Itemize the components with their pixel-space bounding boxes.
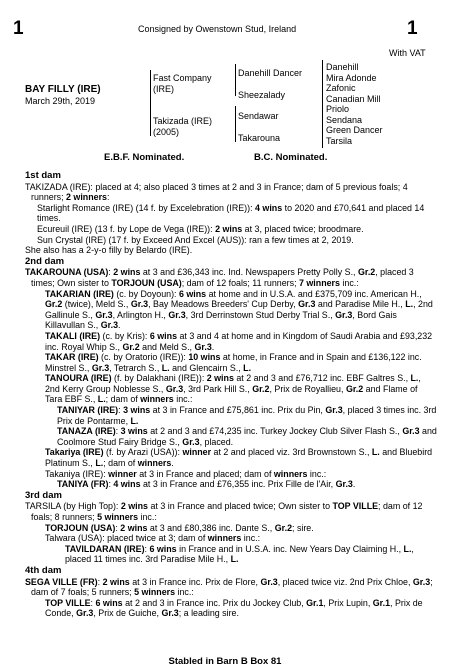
grand-produce-entry: TANIYAR (IRE): 3 wins at 3 in France and £75,861 inc. Prix du Pin, Gr.3, placed 3 times inc. 3rd Prix de Pontarme, L. [57,405,437,426]
dam-dam: Takarouna [238,133,281,143]
pedigree-bracket-3 [322,60,323,148]
grand-produce-entry: TANAZA (IRE): 3 wins at 2 and 3 and £74,235 inc. Turkey Jockey Club Silver Flash S., Gr.3 and Coolmore Stud Fairy Bridge S., Gr.3, placed. [57,426,437,447]
produce-entry: Takariya (IRE) (f. by Arazi (USA)): winner at 2 and placed viz. 3rd Brownstown S., L. and Bluebird Platinum S., L.; dam of winners. [45,447,433,469]
catalogue-page-body [25,170,437,619]
dam-entry: TARSILA (by High Top): 2 wins at 3 in France and placed twice; Own sister to TOP VILLE; dam of 12 foals; 8 runners; 5 winners inc.: [25,501,423,522]
produce-entry: Sun Crystal (IRE) (17 f. by Exceed And Excel (AUS)): ran a few times at 2, 2019. [37,234,354,245]
foaling-date: March 29th, 2019 [25,96,96,106]
section-heading-2nd-dam: 2nd dam [25,255,65,267]
produce-entry: TAKAR (IRE) (c. by Oratorio (IRE)): 10 wins at home, in France and in Spain and £136,122 inc. Minstrel S., Gr.3, Tetrarch S., L. and Glencairn S., L. [45,352,422,373]
section-heading-3rd-dam: 3rd dam [25,489,62,501]
produce-entry: She also has a 2-y-o filly by Belardo (IRE). [25,245,193,256]
lot-number-right: 1 [407,18,418,39]
ebf-nomination: E.B.F. Nominated. [104,152,185,163]
produce-entry: TANOURA (IRE) (f. by Dalakhani (IRE)): 2 wins at 2 and 3 and £76,712 inc. EBF Galtres S., L., 2nd Kerry Group Noblesse S., Gr.3, 3rd Park Hill S., Gr.2, Prix de Royallieu, Gr.2 and Flame of Tara EBF S., L.; dam of winners inc.: [45,373,421,405]
dam-entry: TAKIZADA (IRE): placed at 4; also placed 3 times at 2 and 3 in France; dam of 5 previous foals; 4 runners; 2 winners: [25,181,408,203]
consignor-line: Consigned by Owenstown Stud, Ireland [138,24,297,34]
grand-produce-entry: TANIYA (FR): 4 wins at 3 in France and £76,355 inc. Prix Fille de l'Air, Gr.3. [57,479,356,490]
vat-note: With VAT [389,48,426,58]
stabling-note: Stabled in Barn B Box 81 [168,656,282,667]
produce-entry: TOP VILLE: 6 wins at 2 and 3 in France inc. Prix du Jockey Club, Gr.1, Prix Lupin, Gr.1, Prix de Conde, Gr.3, Prix de Guiche, Gr.3; a leading sire. [45,597,423,619]
third-generation: Danehill Mira Adonde Zafonic Canadian Mill Priolo Sendana Green Dancer Tarsila [326,62,383,146]
pedigree-bracket-2b [235,106,236,142]
sire: Fast Company (IRE) [153,73,212,94]
dam: Takizada (IRE) (2005) [153,116,213,137]
horse-name: BAY FILLY (IRE) [25,84,101,95]
grand-produce-entry: TAVILDARAN (IRE): 6 wins in France and in U.S.A. inc. New Years Day Claiming H., L., placed 11 times inc. 3rd Paradise Mile H., L. [65,543,414,565]
section-heading-1st-dam: 1st dam [25,170,61,181]
produce-entry: Talwara (USA): placed twice at 3; dam of winners inc.: [45,533,261,544]
lot-number: 1 [13,18,24,39]
dam-sire: Sendawar [238,111,279,121]
dam-entry: SEGA VILLE (FR): 2 wins at 3 in France inc. Prix de Flore, Gr.3, placed twice viz. 2nd Prix Chloe, Gr.3; dam of 7 foals; 5 runners; 5 winners inc.: [25,576,433,598]
sire-dam: Sheezalady [238,90,286,100]
dam-entry: TAKAROUNA (USA): 2 wins at 3 and £36,343 inc. Ind. Newspapers Pretty Polly S., Gr.2, placed 3 times; Own sister to TORJOUN (USA); dam of 12 foals; 11 runners; 7 winners inc.: [25,267,414,288]
produce-entry: TAKALI (IRE) (c. by Kris): 6 wins at 3 and 4 at home and in Kingdom of Saudi Arabia and £93,232 inc. Royal Whip S., Gr.2 and Meld S., Gr.3. [45,330,433,352]
produce-entry: Takaniya (IRE): winner at 3 in France and placed; dam of winners inc.: [45,468,327,479]
pedigree-bracket-2a [235,64,236,96]
section-heading-4th-dam: 4th dam [25,564,62,576]
bc-nomination: B.C. Nominated. [254,152,328,163]
pedigree-bracket-1 [150,70,151,136]
produce-entry: TORJOUN (USA): 2 wins at 3 and £80,386 inc. Dante S., Gr.2; sire. [45,522,314,533]
produce-entry: TAKARIAN (IRE) (c. by Doyoun): 6 wins at home and in U.S.A. and £375,709 inc. American H., Gr.2 (twice), Meld S., Gr.3, Bay Meadows Breeders' Cup Derby, Gr.3 and Paradise Mile H., L., 2nd Gallinule S., Gr.3, Arlington H., Gr.3, 3rd Derrinstown Stud Derby Trial S., Gr.3, Bord Gais Killavullan S., Gr.3. [45,288,433,331]
produce-entry: Starlight Romance (IRE) (14 f. by Excelebration (IRE)): 4 wins to 2020 and £70,641 and placed 14 times. [37,202,425,224]
sire-sire: Danehill Dancer [238,68,303,78]
produce-entry: Ecureuil (IRE) (13 f. by Lope de Vega (IRE)): 2 wins at 3, placed twice; broodmare. [37,223,364,234]
